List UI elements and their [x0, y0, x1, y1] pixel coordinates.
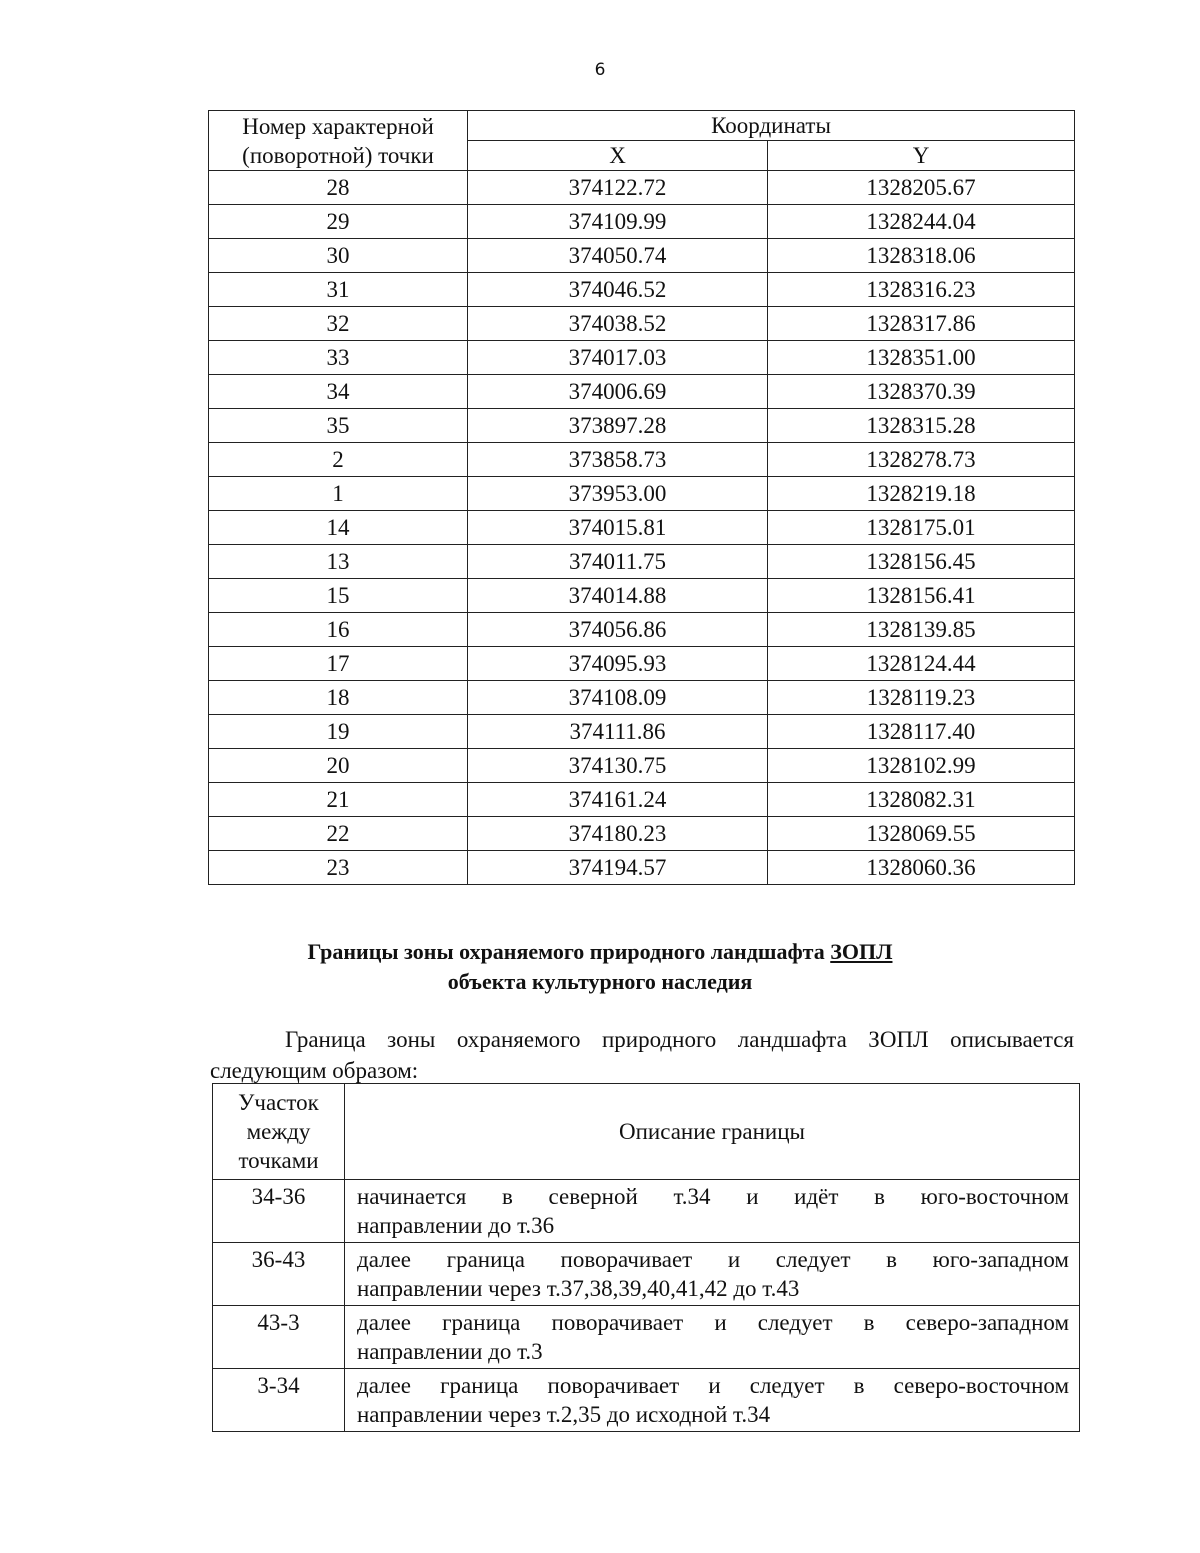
y-coordinate-cell: 1328351.00 — [768, 341, 1075, 375]
description-line2: направлении через т.37,38,39,40,41,42 до т.43 — [357, 1276, 800, 1301]
x-coordinate-cell: 374056.86 — [468, 613, 768, 647]
x-coordinate-cell: 373897.28 — [468, 409, 768, 443]
point-number-cell: 1 — [209, 477, 468, 511]
x-coordinate-cell: 374046.52 — [468, 273, 768, 307]
table-row — [213, 1369, 1080, 1432]
description-cell — [345, 1243, 1080, 1306]
y-coordinate-cell: 1328318.06 — [768, 239, 1075, 273]
description-cell — [345, 1306, 1080, 1369]
header-segment-line2: между — [246, 1119, 311, 1144]
y-coordinate-cell: 1328156.45 — [768, 545, 1075, 579]
point-number-cell: 18 — [209, 681, 468, 715]
point-number-cell: 2 — [209, 443, 468, 477]
table-row — [209, 545, 1075, 579]
point-number-cell: 19 — [209, 715, 468, 749]
segment-cell: 34-36 — [213, 1180, 345, 1243]
y-coordinate-cell: 1328060.36 — [768, 851, 1075, 885]
x-coordinate-cell: 374130.75 — [468, 749, 768, 783]
y-coordinate-cell: 1328102.99 — [768, 749, 1075, 783]
point-number-cell: 32 — [209, 307, 468, 341]
page-number: 6 — [594, 60, 606, 80]
description-line1: далее граница поворачивает и следует в северо-западном — [357, 1310, 1069, 1335]
table-row — [209, 579, 1075, 613]
y-coordinate-cell: 1328205.67 — [768, 171, 1075, 205]
point-number-cell: 29 — [209, 205, 468, 239]
point-number-cell: 15 — [209, 579, 468, 613]
x-coordinate-cell: 373858.73 — [468, 443, 768, 477]
header-segment-line1: Участок — [238, 1090, 319, 1115]
segment-cell: 36-43 — [213, 1243, 345, 1306]
description-line1: начинается в северной т.34 и идёт в юго-восточном — [357, 1184, 1069, 1209]
header-point-line2: (поворотной) точки — [242, 142, 434, 168]
y-coordinate-cell: 1328069.55 — [768, 817, 1075, 851]
point-number-cell: 16 — [209, 613, 468, 647]
section-title-abbr: ЗОПЛ — [830, 939, 893, 964]
x-coordinate-cell: 374038.52 — [468, 307, 768, 341]
table-row — [213, 1180, 1080, 1243]
table-row — [209, 409, 1075, 443]
point-number-cell: 34 — [209, 375, 468, 409]
x-coordinate-cell: 374095.93 — [468, 647, 768, 681]
x-coordinate-cell: 374109.99 — [468, 205, 768, 239]
coordinates-table — [208, 110, 1075, 885]
x-coordinate-cell: 373953.00 — [468, 477, 768, 511]
intro-paragraph — [210, 1024, 1074, 1086]
y-coordinate-cell: 1328317.86 — [768, 307, 1075, 341]
intro-line2: следующим образом: — [210, 1058, 419, 1083]
table-row — [209, 613, 1075, 647]
header-coordinates: Координаты — [468, 111, 1075, 141]
header-segment — [213, 1084, 345, 1180]
table-row — [209, 681, 1075, 715]
y-coordinate-cell: 1328124.44 — [768, 647, 1075, 681]
x-coordinate-cell: 374180.23 — [468, 817, 768, 851]
table-row — [209, 477, 1075, 511]
header-x: X — [468, 141, 768, 171]
y-coordinate-cell: 1328278.73 — [768, 443, 1075, 477]
description-cell — [345, 1180, 1080, 1243]
boundary-description-table — [212, 1083, 1080, 1432]
table-row — [213, 1243, 1080, 1306]
section-title-line1: Границы зоны охраняемого природного ландшафта — [307, 939, 825, 964]
x-coordinate-cell: 374122.72 — [468, 171, 768, 205]
table-row — [209, 443, 1075, 477]
point-number-cell: 22 — [209, 817, 468, 851]
segment-cell: 3-34 — [213, 1369, 345, 1432]
point-number-cell: 30 — [209, 239, 468, 273]
y-coordinate-cell: 1328370.39 — [768, 375, 1075, 409]
intro-line1: Граница зоны охраняемого природного ландшафта ЗОПЛ описывается — [285, 1027, 1074, 1052]
point-number-cell: 35 — [209, 409, 468, 443]
header-point-number — [209, 111, 468, 171]
point-number-cell: 20 — [209, 749, 468, 783]
point-number-cell: 28 — [209, 171, 468, 205]
y-coordinate-cell: 1328244.04 — [768, 205, 1075, 239]
point-number-cell: 13 — [209, 545, 468, 579]
y-coordinate-cell: 1328315.28 — [768, 409, 1075, 443]
y-coordinate-cell: 1328316.23 — [768, 273, 1075, 307]
table-row — [209, 307, 1075, 341]
y-coordinate-cell: 1328219.18 — [768, 477, 1075, 511]
table-row — [209, 851, 1075, 885]
description-line1: далее граница поворачивает и следует в юго-западном — [357, 1247, 1069, 1272]
table-row — [209, 817, 1075, 851]
table-row — [209, 273, 1075, 307]
x-coordinate-cell: 374011.75 — [468, 545, 768, 579]
segment-cell: 43-3 — [213, 1306, 345, 1369]
x-coordinate-cell: 374017.03 — [468, 341, 768, 375]
table-row — [209, 783, 1075, 817]
table-row — [209, 239, 1075, 273]
x-coordinate-cell: 374194.57 — [468, 851, 768, 885]
table-row — [209, 749, 1075, 783]
point-number-cell: 23 — [209, 851, 468, 885]
point-number-cell: 21 — [209, 783, 468, 817]
description-cell — [345, 1369, 1080, 1432]
description-line2: направлении через т.2,35 до исходной т.34 — [357, 1402, 771, 1427]
x-coordinate-cell: 374050.74 — [468, 239, 768, 273]
table-row — [213, 1306, 1080, 1369]
header-segment-line3: точками — [238, 1148, 319, 1173]
y-coordinate-cell: 1328175.01 — [768, 511, 1075, 545]
description-line2: направлении до т.3 — [357, 1339, 543, 1364]
x-coordinate-cell: 374111.86 — [468, 715, 768, 749]
y-coordinate-cell: 1328117.40 — [768, 715, 1075, 749]
table-row — [209, 171, 1075, 205]
table-row — [209, 511, 1075, 545]
header-y: Y — [768, 141, 1075, 171]
y-coordinate-cell: 1328156.41 — [768, 579, 1075, 613]
point-number-cell: 31 — [209, 273, 468, 307]
description-line2: направлении до т.36 — [357, 1213, 555, 1238]
point-number-cell: 33 — [209, 341, 468, 375]
description-line1: далее граница поворачивает и следует в северо-восточном — [357, 1373, 1069, 1398]
x-coordinate-cell: 374015.81 — [468, 511, 768, 545]
table-row — [209, 205, 1075, 239]
table-row — [209, 647, 1075, 681]
y-coordinate-cell: 1328082.31 — [768, 783, 1075, 817]
table-row — [209, 715, 1075, 749]
x-coordinate-cell: 374161.24 — [468, 783, 768, 817]
section-title-line2: объекта культурного наследия — [447, 969, 753, 994]
x-coordinate-cell: 374108.09 — [468, 681, 768, 715]
y-coordinate-cell: 1328119.23 — [768, 681, 1075, 715]
header-point-line1: Номер характерной — [242, 113, 434, 139]
x-coordinate-cell: 374006.69 — [468, 375, 768, 409]
header-description: Описание границы — [345, 1084, 1080, 1180]
table-row — [209, 341, 1075, 375]
y-coordinate-cell: 1328139.85 — [768, 613, 1075, 647]
table-row — [209, 375, 1075, 409]
x-coordinate-cell: 374014.88 — [468, 579, 768, 613]
point-number-cell: 17 — [209, 647, 468, 681]
point-number-cell: 14 — [209, 511, 468, 545]
section-title — [0, 937, 1200, 997]
